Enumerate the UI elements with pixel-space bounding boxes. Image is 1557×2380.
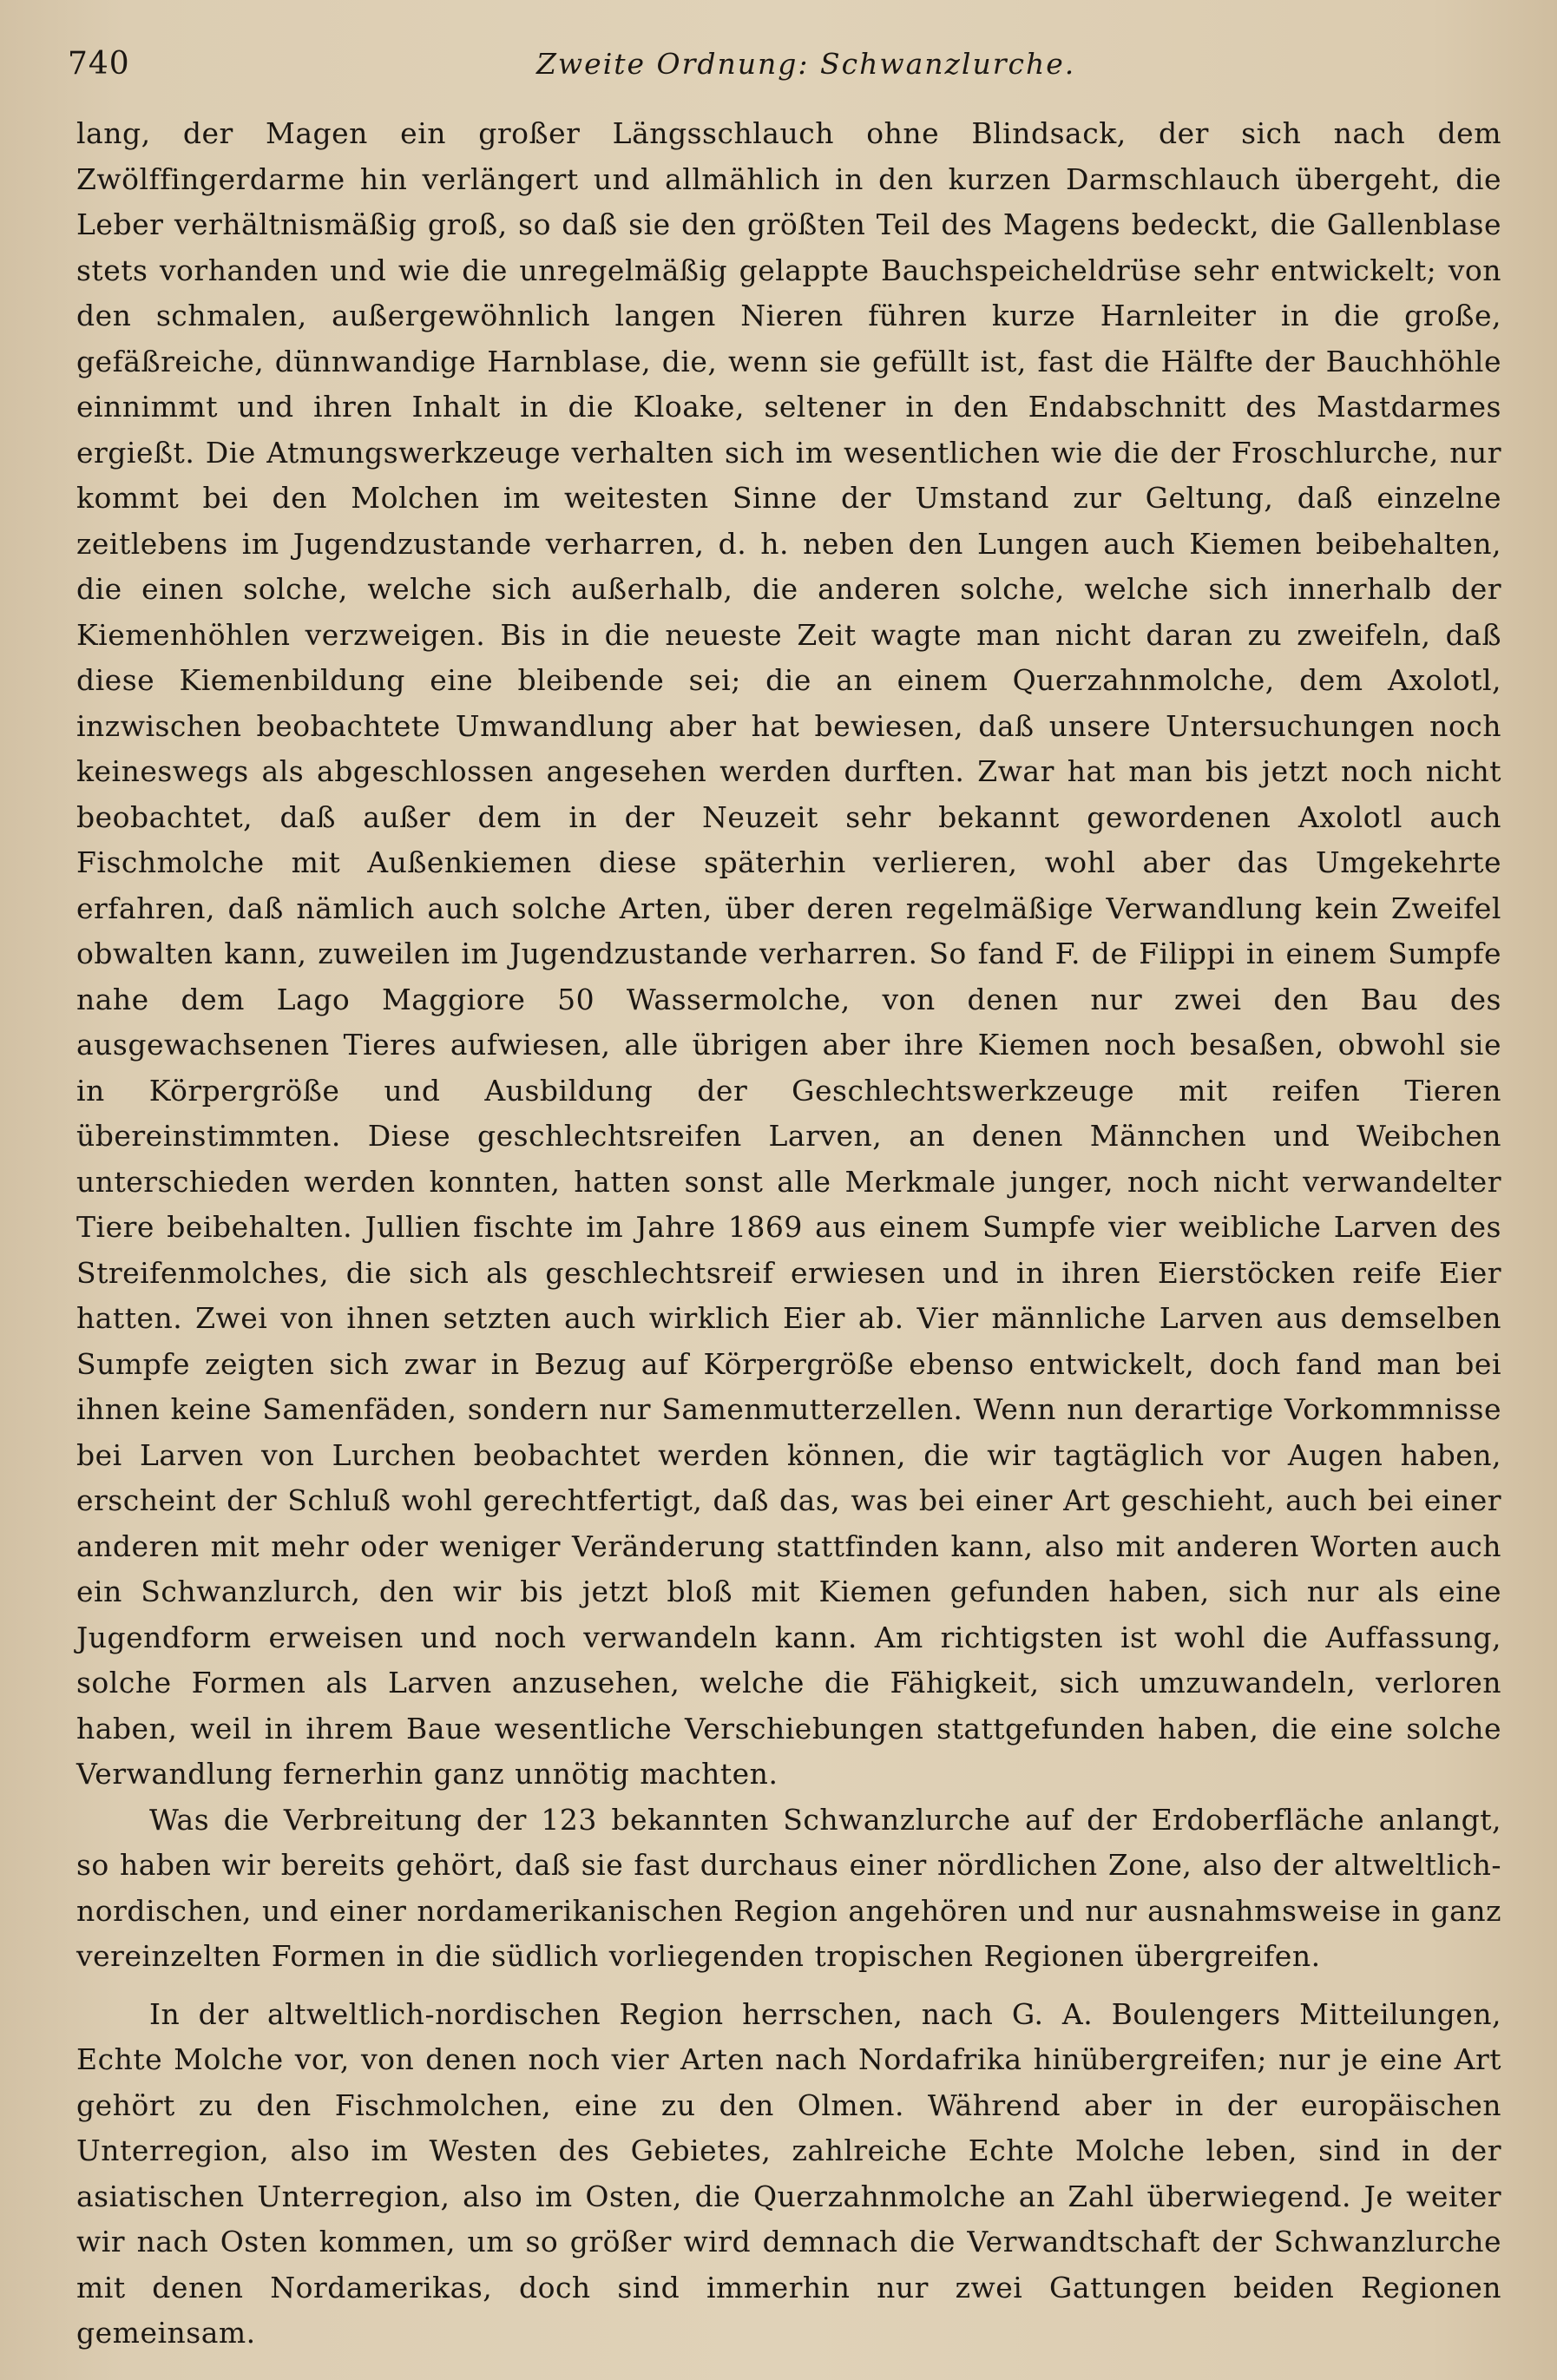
paragraph-palearctic-region: In der altweltlich-nordischen Region herrschen, nach G. A. Boulengers Mitteilungen, Echte Molche vor, von denen noch vier Arten nach Nordafrika hinübergreifen; nur je eine Art gehört zu den Fischmolchen, eine zu den Olmen. Während aber in der europäischen Unterregion, also im Westen des Gebietes, zahlreiche Echte Molche leben, sind in der asiatischen Unterregion, also im Osten, die Querzahnmolche an Zahl überwiegend. Je weiter wir nach Osten kommen, um so größer wird demnach die Verwandtschaft der Schwanzlurche mit denen Nordamerikas, doch sind immerhin nur zwei Gattungen beiden Regionen gemeinsam. [76, 1996, 1501, 2350]
running-head: Zweite Ordnung: Schwanzlurche. [536, 47, 1076, 81]
page-number: 740 [68, 46, 130, 82]
page-header [68, 45, 1491, 83]
paragraph-distribution: Was die Verbreitung der 123 bekannten Schwanzlurche auf der Erdoberfläche anlangt, so haben wir bereits gehört, daß sie fast durchaus einer nördlichen Zone, also der altweltlich-nordischen, und einer nordamerikanischen Region angehören und nur ausnahmsweise in ganz vereinzelten Formen in die südlich vorliegenden tropischen Regionen übergreifen. [76, 1802, 1501, 1973]
paragraph-anatomy: lang, der Magen ein großer Längsschlauch ohne Blindsack, der sich nach dem Zwölffingerdarme hin verlängert und allmählich in den kurzen Darmschlauch übergeht, die Leber verhältnismäßig groß, so daß sie den größten Teil des Magens bedeckt, die Gallenblase stets vorhanden und wie die unregelmäßig gelappte Bauchspeicheldrüse sehr entwickelt; von den schmalen, außergewöhnlich langen Nieren führen kurze Harnleiter in die große, gefäßreiche, dünnwandige Harnblase, die, wenn sie gefüllt ist, fast die Hälfte der Bauchhöhle einnimmt und ihren Inhalt in die Kloake, seltener in den Endabschnitt des Mastdarmes ergießt. Die Atmungswerkzeuge verhalten sich im wesentlichen wie die der Froschlurche, nur kommt bei den Molchen im weitesten Sinne der Umstand zur Geltung, daß einzelne zeitlebens im Jugendzustande verharren, d. h. neben den Lungen auch Kiemen beibehalten, die einen solche, welche sich außerhalb, die anderen solche, welche sich innerhalb der Kiemenhöhlen verzweigen. Bis in die neueste Zeit wagte man nicht daran zu zweifeln, daß diese Kiemenbildung eine bleibende sei; die an einem Querzahnmolche, dem Axolotl, inzwischen beobachtete Umwandlung aber hat bewiesen, daß unsere Untersuchungen noch keineswegs als abgeschlossen angesehen werden durften. Zwar hat man bis jetzt noch nicht beobachtet, daß außer dem in der Neuzeit sehr bekannt gewordenen Axolotl auch Fischmolche mit Außenkiemen diese späterhin verlieren, wohl aber das Umgekehrte erfahren, daß nämlich auch solche Arten, über deren regelmäßige Verwandlung kein Zweifel obwalten kann, zuweilen im Jugendzustande verharren. So fand F. de Filippi in einem Sumpfe nahe dem Lago Maggiore 50 Wassermolche, von denen nur zwei den Bau des ausgewachsenen Tieres aufwiesen, alle übrigen aber ihre Kiemen noch besaßen, obwohl sie in Körpergröße und Ausbildung der Geschlechtswerkzeuge mit reifen Tieren übereinstimmten. Diese geschlechtsreifen Larven, an denen Männchen und Weibchen unterschieden werden konnten, hatten sonst alle Merkmale junger, noch nicht verwandelter Tiere beibehalten. Jullien fischte im Jahre 1869 aus einem Sumpfe vier weibliche Larven des Streifenmolches, die sich als geschlechtsreif erwiesen und in ihren Eierstöcken reife Eier hatten. Zwei von ihnen setzten auch wirklich Eier ab. Vier männliche Larven aus demselben Sumpfe zeigten sich zwar in Bezug auf Körpergröße ebenso entwickelt, doch fand man bei ihnen keine Samenfäden, sondern nur Samenmutterzellen. Wenn nun derartige Vorkommnisse bei Larven von Lurchen beobachtet werden können, die wir tagtäglich vor Augen haben, erscheint der Schluß wohl gerechtfertigt, daß das, was bei einer Art geschieht, auch bei einer anderen mit mehr oder weniger Veränderung stattfinden kann, also mit anderen Worten auch ein Schwanzlurch, den wir bis jetzt bloß mit Kiemen gefunden haben, sich nur als eine Jugendform erweisen und noch verwandeln kann. Am richtigsten ist wohl die Auffassung, solche Formen als Larven anzusehen, welche die Fähigkeit, sich umzuwandeln, verloren haben, weil in ihrem Baue wesentliche Verschiebungen stattgefunden haben, die eine solche Verwandlung fernerhin ganz unnötig machten. [76, 116, 1501, 1791]
body-text [76, 111, 1501, 2357]
